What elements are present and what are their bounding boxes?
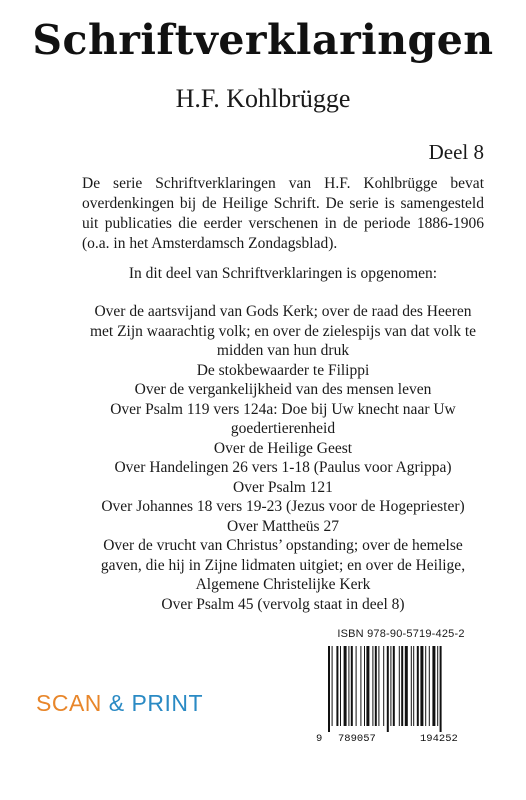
list-item: Over de aartsvijand van Gods Kerk; over de raad des Heeren met Zijn waarachtig volk; en over de zielespijs van dat volk te midden van hun druk	[89, 303, 477, 359]
barcode-digits-left: 789057	[338, 733, 376, 745]
barcode-bar	[348, 646, 349, 726]
barcode-bar	[405, 646, 408, 726]
list-item: Over Psalm 45 (vervolg staat in deel 8)	[161, 595, 405, 613]
barcode-bar	[328, 646, 330, 732]
isbn-label: ISBN 978-90-5719-425-2	[337, 628, 465, 640]
barcode-bar	[432, 646, 435, 726]
intro-text: De serie Schriftverklaringen van H.F. Kohlbrügge bevat overdenkingen bij de Heilige Schrift. De serie is samengesteld uit publicaties die eerder verschenen in de periode 1886-1906 (o.a. in het Amsterdamsch Zondagsblad).	[82, 175, 484, 252]
logo-scan: SCAN	[36, 690, 102, 716]
barcode-bar	[393, 646, 395, 726]
barcode-bar	[417, 646, 419, 726]
logo-print: & PRINT	[108, 690, 204, 716]
barcode-bar	[356, 646, 357, 726]
barcode-bar	[413, 646, 414, 726]
barcode-bar	[420, 646, 423, 726]
list-item: Over de vergankelijkheid van des mensen leven	[134, 381, 432, 398]
list-item: De stokbewaarder te Filippi	[196, 361, 370, 379]
publisher-logo	[36, 690, 203, 717]
barcode-bar	[387, 646, 389, 732]
barcode-bar	[378, 646, 379, 726]
series-title: Schriftverklaringen	[32, 16, 494, 64]
barcode-bar	[390, 646, 391, 726]
contents-heading: In dit deel van Schriftverklaringen is opgenomen:	[128, 265, 438, 282]
barcode-bar	[375, 646, 377, 726]
barcode-bar	[344, 646, 347, 726]
volume-label: Deel 8	[428, 140, 484, 164]
barcode-bar	[364, 646, 365, 726]
barcode-bar	[401, 646, 403, 726]
barcode-bar	[332, 646, 333, 726]
barcode-bar	[340, 646, 341, 726]
intro-paragraph	[82, 174, 484, 254]
list-item: Over Psalm 121	[233, 478, 333, 496]
barcode-bar	[437, 646, 438, 726]
barcode-bar	[399, 646, 400, 726]
author-name: H.F. Kohlbrügge	[175, 84, 351, 113]
barcode-bar	[372, 646, 373, 726]
barcode-bar	[336, 646, 338, 726]
barcode-digit-first: 9	[316, 733, 323, 745]
barcode-bars	[316, 646, 486, 732]
list-item: Over Mattheüs 27	[227, 517, 339, 535]
barcode-digits-right: 194252	[420, 733, 458, 745]
contents-list	[82, 302, 484, 614]
barcode-bar	[440, 646, 442, 732]
barcode-bar	[411, 646, 412, 726]
list-item: Over Handelingen 26 vers 1-18 (Paulus voor Agrippa)	[114, 459, 452, 476]
barcode-bar	[360, 646, 361, 726]
barcode-bar	[366, 646, 369, 726]
barcode-bar	[429, 646, 430, 726]
barcode-bar	[383, 646, 384, 726]
list-item: Over de vrucht van Christus’ opstanding; over de hemelse gaven, die hij in Zijne lidmaten uitgiet; en over de Heilige, Algemene Christelijke Kerk	[100, 537, 466, 593]
isbn-barcode	[316, 628, 486, 768]
list-item: Over Johannes 18 vers 19-23 (Jezus voor de Hogepriester)	[101, 498, 465, 515]
list-item: Over Psalm 119 vers 124a: Doe bij Uw knecht naar Uw goedertierenheid	[110, 400, 456, 437]
barcode-bar	[351, 646, 353, 726]
barcode-bar	[425, 646, 426, 726]
list-item: Over de Heilige Geest	[213, 439, 353, 457]
